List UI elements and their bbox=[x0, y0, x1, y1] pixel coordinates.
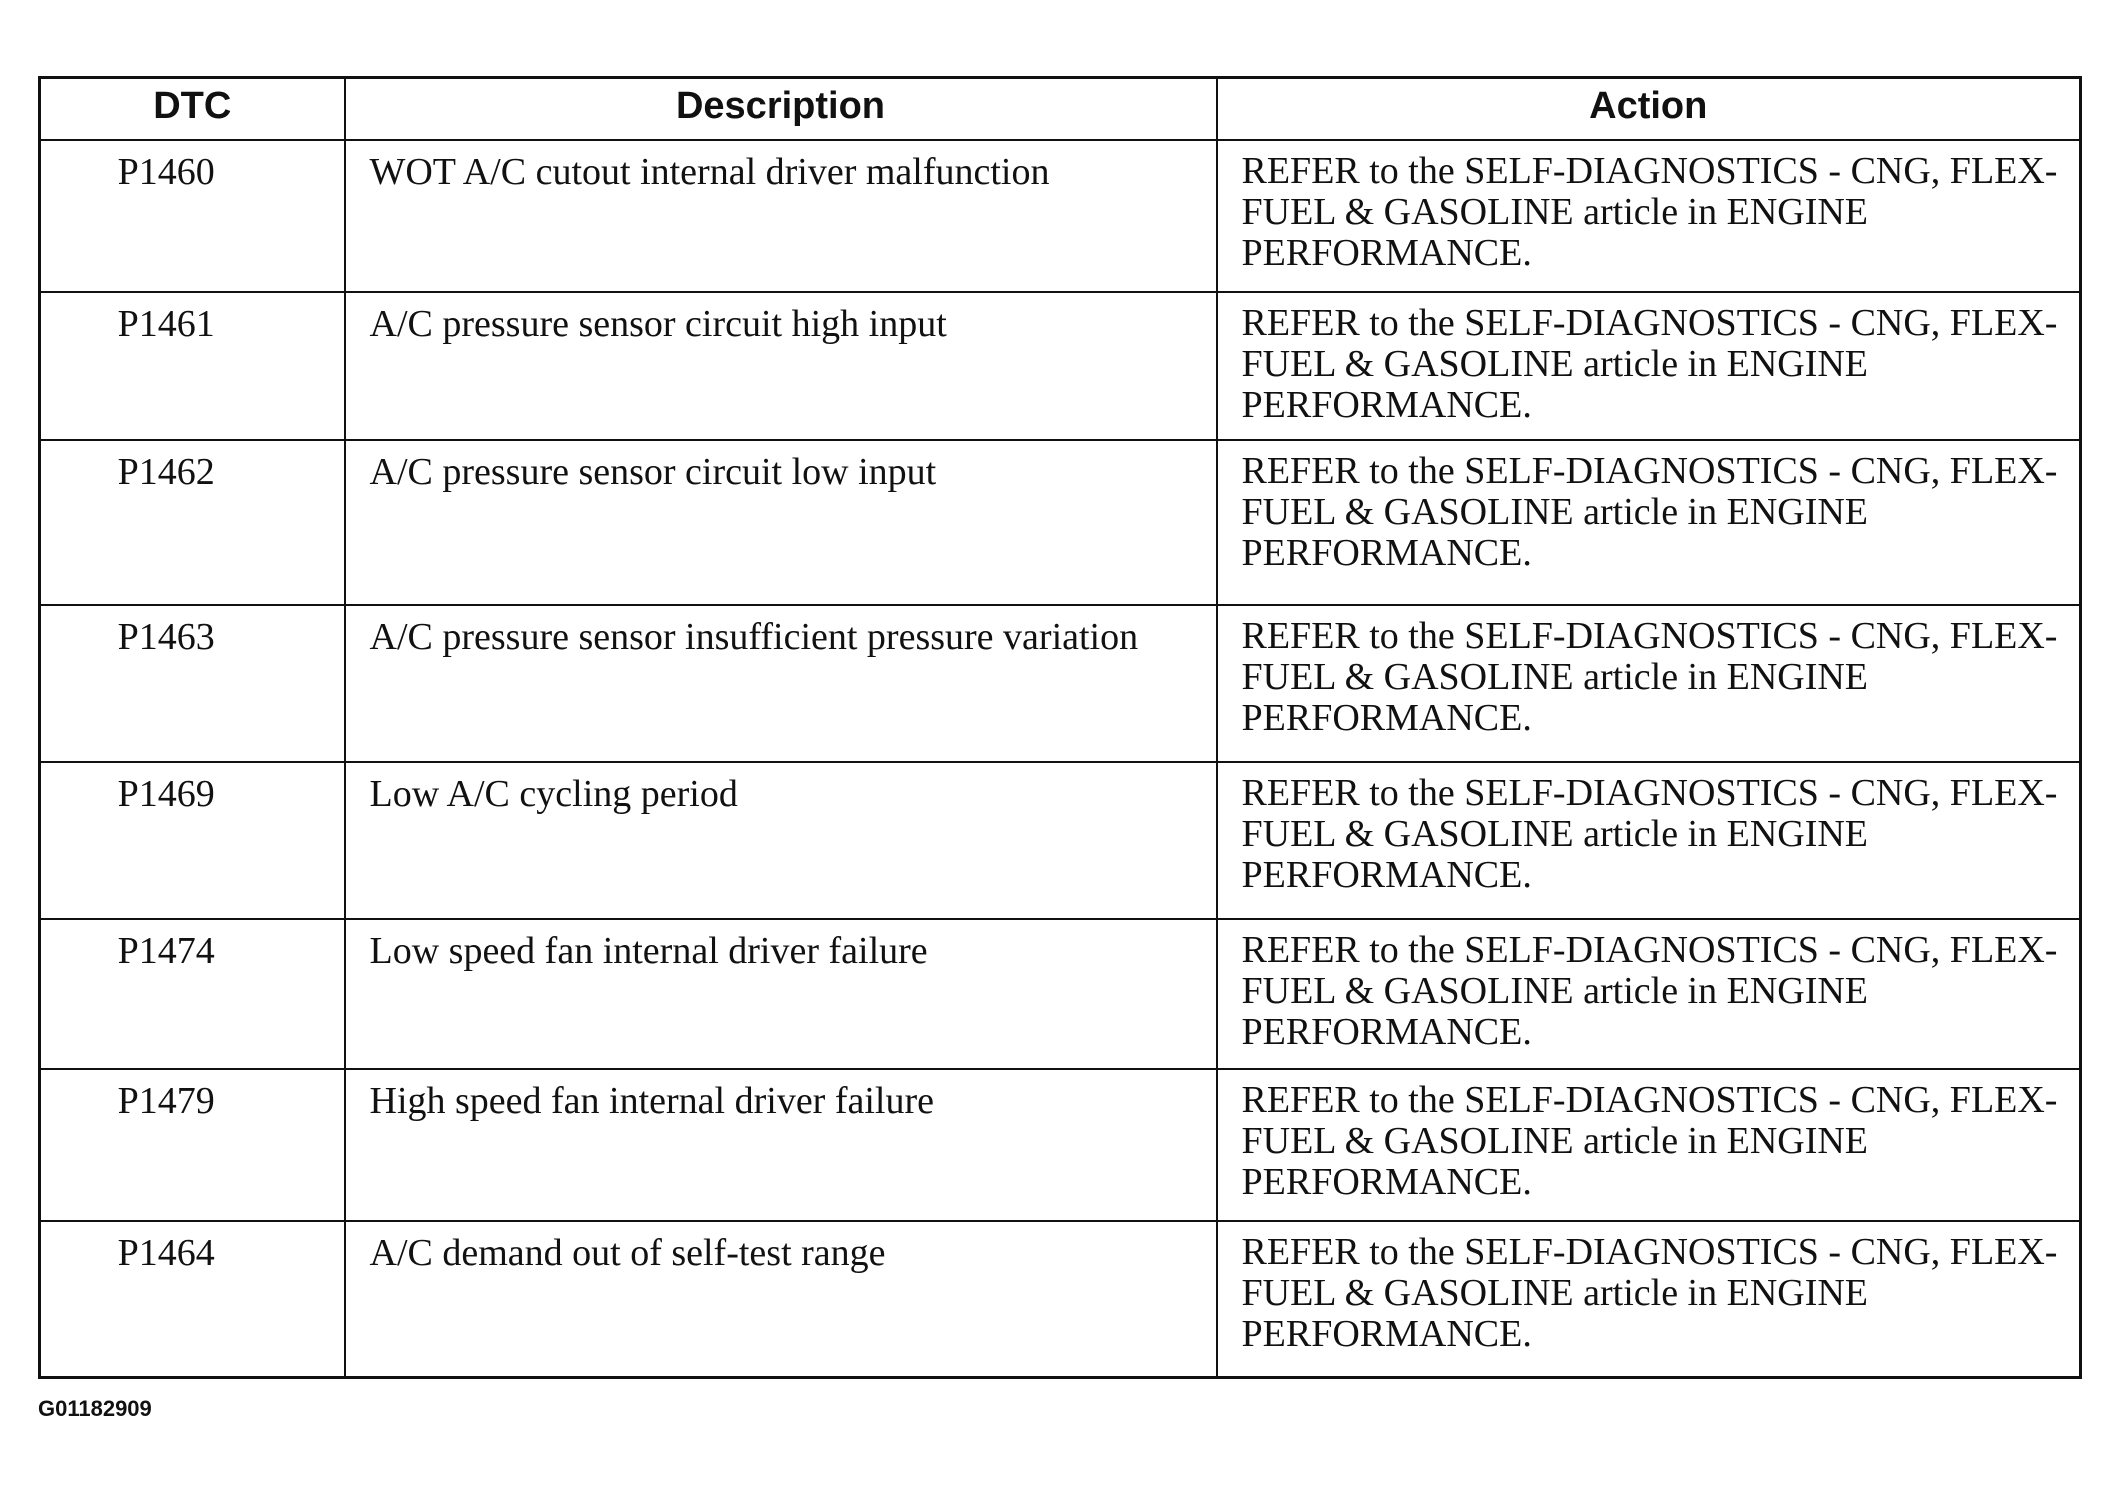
dtc-code: P1463 bbox=[40, 605, 345, 762]
dtc-description: WOT A/C cutout internal driver malfunction bbox=[345, 140, 1217, 292]
header-dtc: DTC bbox=[40, 78, 345, 140]
dtc-code: P1462 bbox=[40, 440, 345, 605]
table-row bbox=[40, 1069, 2081, 1221]
dtc-table bbox=[38, 76, 2082, 1379]
dtc-code: P1469 bbox=[40, 762, 345, 919]
dtc-code: P1474 bbox=[40, 919, 345, 1069]
table-row bbox=[40, 605, 2081, 762]
dtc-description: A/C pressure sensor circuit low input bbox=[345, 440, 1217, 605]
dtc-description: A/C demand out of self-test range bbox=[345, 1221, 1217, 1378]
header-action: Action bbox=[1217, 78, 2081, 140]
table-header-row bbox=[40, 78, 2081, 140]
dtc-code: P1461 bbox=[40, 292, 345, 440]
table-row bbox=[40, 140, 2081, 292]
dtc-code: P1460 bbox=[40, 140, 345, 292]
dtc-description: A/C pressure sensor circuit high input bbox=[345, 292, 1217, 440]
dtc-code: P1464 bbox=[40, 1221, 345, 1378]
table-row bbox=[40, 919, 2081, 1069]
table-row bbox=[40, 1221, 2081, 1378]
dtc-description: High speed fan internal driver failure bbox=[345, 1069, 1217, 1221]
dtc-description: Low speed fan internal driver failure bbox=[345, 919, 1217, 1069]
figure-id: G01182909 bbox=[38, 1396, 152, 1421]
dtc-action: REFER to the SELF-DIAGNOSTICS - CNG, FLEX-FUEL & GASOLINE article in ENGINE PERFORMANCE. bbox=[1217, 919, 2081, 1069]
dtc-description: Low A/C cycling period bbox=[345, 762, 1217, 919]
dtc-action: REFER to the SELF-DIAGNOSTICS - CNG, FLEX-FUEL & GASOLINE article in ENGINE PERFORMANCE. bbox=[1217, 292, 2081, 440]
dtc-action: REFER to the SELF-DIAGNOSTICS - CNG, FLEX-FUEL & GASOLINE article in ENGINE PERFORMANCE. bbox=[1217, 1069, 2081, 1221]
dtc-description: A/C pressure sensor insufficient pressure variation bbox=[345, 605, 1217, 762]
table-row bbox=[40, 440, 2081, 605]
dtc-action: REFER to the SELF-DIAGNOSTICS - CNG, FLEX-FUEL & GASOLINE article in ENGINE PERFORMANCE. bbox=[1217, 605, 2081, 762]
dtc-action: REFER to the SELF-DIAGNOSTICS - CNG, FLEX-FUEL & GASOLINE article in ENGINE PERFORMANCE. bbox=[1217, 762, 2081, 919]
table-row bbox=[40, 762, 2081, 919]
dtc-action: REFER to the SELF-DIAGNOSTICS - CNG, FLEX-FUEL & GASOLINE article in ENGINE PERFORMANCE. bbox=[1217, 1221, 2081, 1378]
table-row bbox=[40, 292, 2081, 440]
dtc-action: REFER to the SELF-DIAGNOSTICS - CNG, FLEX-FUEL & GASOLINE article in ENGINE PERFORMANCE. bbox=[1217, 140, 2081, 292]
dtc-code: P1479 bbox=[40, 1069, 345, 1221]
dtc-action: REFER to the SELF-DIAGNOSTICS - CNG, FLEX-FUEL & GASOLINE article in ENGINE PERFORMANCE. bbox=[1217, 440, 2081, 605]
header-description: Description bbox=[345, 78, 1217, 140]
